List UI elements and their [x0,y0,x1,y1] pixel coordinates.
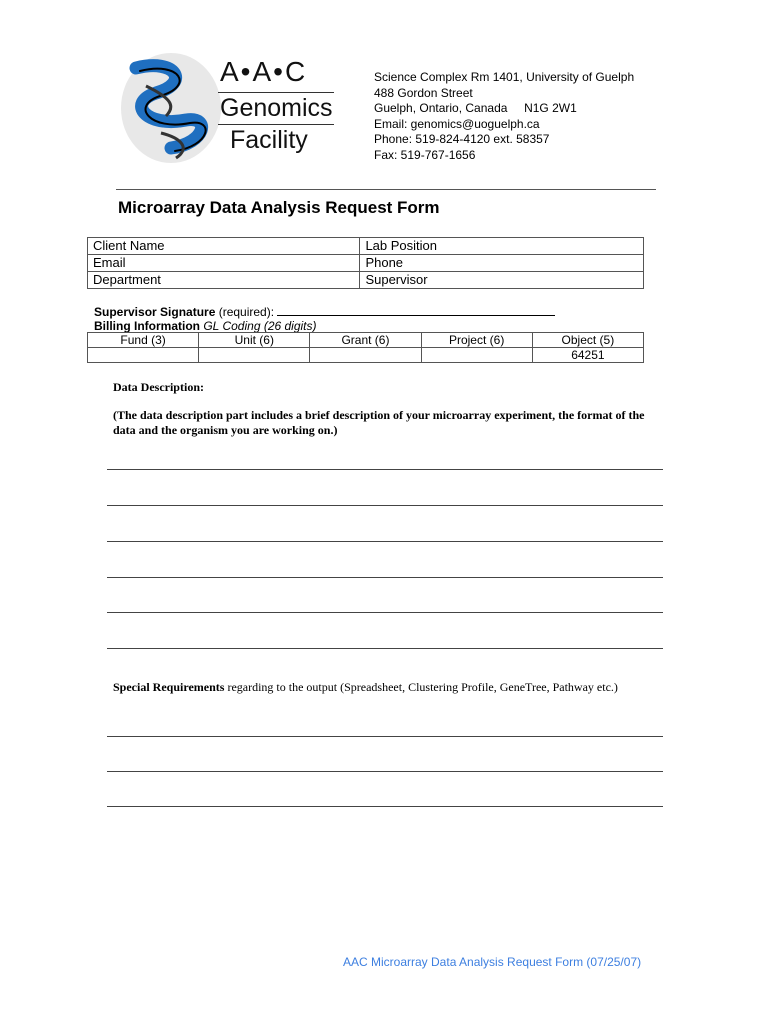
signature-line[interactable] [277,304,555,316]
page-title: Microarray Data Analysis Request Form [118,198,440,217]
table-row [88,348,644,363]
data-description-line[interactable] [107,612,663,613]
billing-information [94,319,317,333]
object-header: Object (5) [532,333,643,348]
special-requirements-line[interactable] [107,771,663,772]
client-name-field[interactable]: Client Name [88,238,360,255]
logo-subtitle-facility: Facility [230,126,308,154]
grant-header: Grant (6) [310,333,421,348]
table-row [88,238,644,255]
lab-position-field[interactable]: Lab Position [360,238,644,255]
project-cell[interactable] [421,348,532,363]
grant-cell[interactable] [310,348,421,363]
logo-divider-2 [218,124,334,125]
fund-cell[interactable] [88,348,199,363]
address-line: Science Complex Rm 1401, University of Guelph [374,70,635,84]
signature-label: Supervisor Signature [94,305,216,319]
billing-note: GL Coding (26 digits) [200,319,317,333]
dna-helix-icon [116,48,226,166]
data-description-line[interactable] [107,541,663,542]
project-header: Project (6) [421,333,532,348]
table-row [88,272,644,289]
phone-field[interactable]: Phone [360,255,644,272]
address-block [374,70,634,163]
data-description-line[interactable] [107,469,663,470]
facility-logo [116,48,342,166]
unit-header: Unit (6) [199,333,310,348]
object-cell[interactable]: 64251 [532,348,643,363]
data-description-line[interactable] [107,505,663,506]
client-info-table [87,237,644,289]
unit-cell[interactable] [199,348,310,363]
special-requirements-line[interactable] [107,806,663,807]
header-divider [116,189,656,190]
logo-subtitle-genomics: Genomics [220,94,333,122]
gl-coding-table [87,332,644,363]
special-requirements-label: Special Requirements [113,680,225,694]
address-fax: Fax: 519-767-1656 [374,147,476,162]
logo-title: A•A•C [220,56,308,87]
table-header-row [88,333,644,348]
address-line: 488 Gordon Street [374,85,473,100]
data-description-line[interactable] [107,577,663,578]
special-requirements-text: regarding to the output (Spreadsheet, Clustering Profile, GeneTree, Pathway etc.) [224,680,618,694]
special-requirements [113,680,618,695]
logo-divider [218,92,334,93]
data-description-line[interactable] [107,648,663,649]
supervisor-field[interactable]: Supervisor [360,272,644,289]
department-field[interactable]: Department [88,272,360,289]
table-row [88,255,644,272]
email-field[interactable]: Email [88,255,360,272]
billing-label: Billing Information [94,319,200,333]
fund-header: Fund (3) [88,333,199,348]
address-phone: Phone: 519-824-4120 ext. 58357 [374,132,550,146]
page-footer: AAC Microarray Data Analysis Request Form (07/25/07) [343,955,642,969]
address-line: Guelph, Ontario, Canada N1G 2W1 [374,101,577,115]
supervisor-signature [94,304,555,319]
address-email: Email: genomics@uoguelph.ca [374,116,540,131]
signature-note: (required): [215,305,278,319]
data-description-instructions: (The data description part includes a brief description of your microarray experiment, the format of the data and the organism you are working on.) [113,408,645,437]
data-description-label: Data Description: [113,380,204,394]
special-requirements-line[interactable] [107,736,663,737]
